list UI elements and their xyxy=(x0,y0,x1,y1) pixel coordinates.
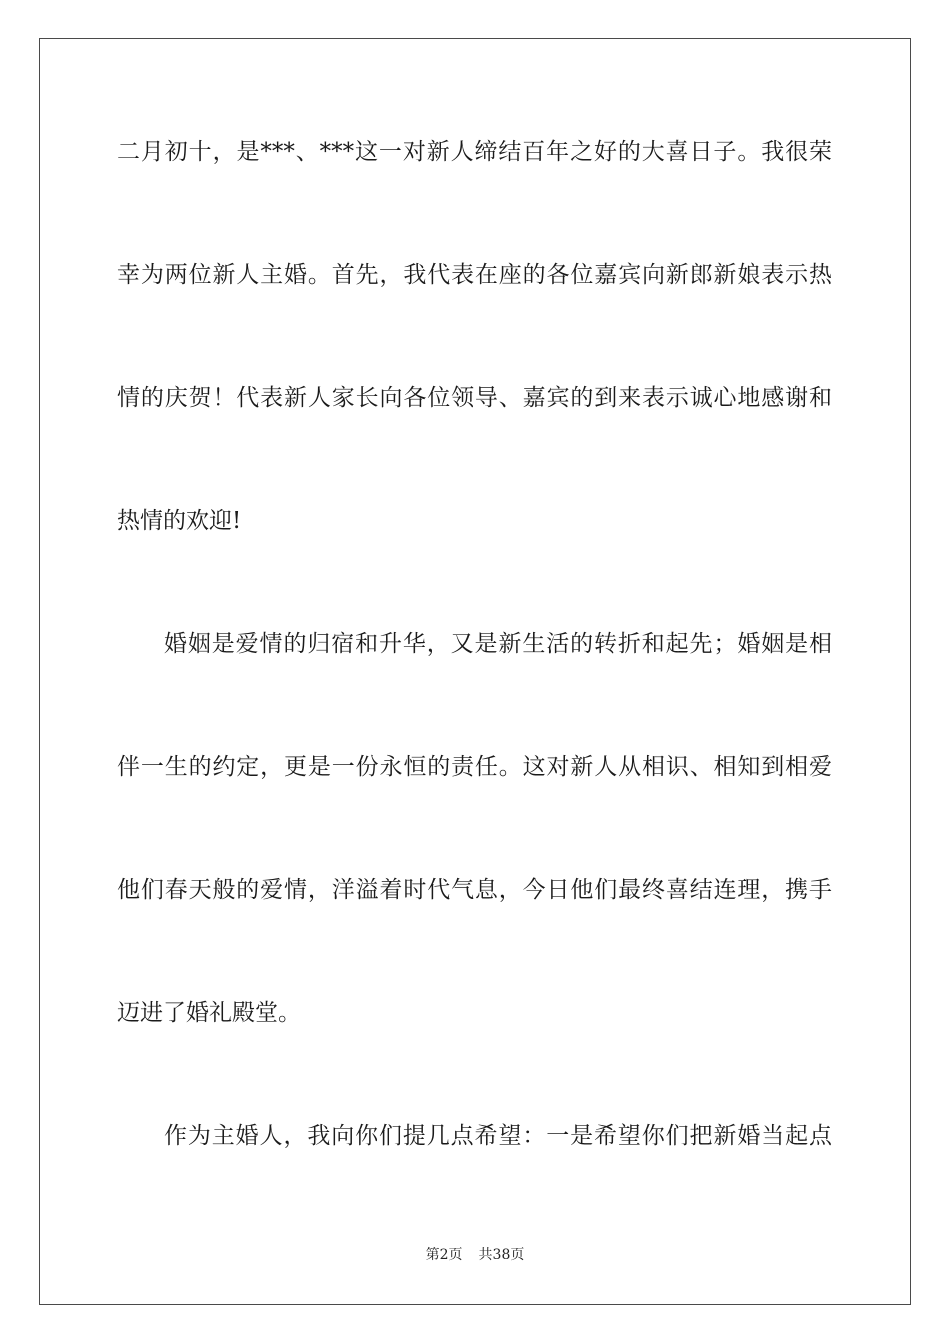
paragraph-line: 他们春天般的爱情，洋溢着时代气息，今日他们最终喜结连理，携手 xyxy=(117,877,832,903)
page-border xyxy=(39,38,911,1305)
paragraph-line: 幸为两位新人主婚。首先，我代表在座的各位嘉宾向新郎新娘表示热 xyxy=(117,262,832,288)
page-number: 第2页 xyxy=(425,1247,463,1263)
paragraph-line: 热情的欢迎! xyxy=(117,508,242,534)
paragraph-line: 情的庆贺！代表新人家长向各位领导、嘉宾的到来表示诚心地感谢和 xyxy=(117,385,832,411)
paragraph-line: 迈进了婚礼殿堂。 xyxy=(117,1000,301,1026)
paragraph-first-line: 作为主婚人，我向你们提几点希望：一是希望你们把新婚当起点 xyxy=(164,1123,832,1149)
paragraph-first-line: 婚姻是爱情的归宿和升华，又是新生活的转折和起先；婚姻是相 xyxy=(164,631,832,657)
page-total: 共38页 xyxy=(478,1247,525,1263)
paragraph-line: 二月初十，是***、***这一对新人缔结百年之好的大喜日子。我很荣 xyxy=(117,139,832,165)
page-footer xyxy=(0,1246,950,1264)
paragraph-line: 伴一生的约定，更是一份永恒的责任。这对新人从相识、相知到相爱 xyxy=(117,754,832,780)
